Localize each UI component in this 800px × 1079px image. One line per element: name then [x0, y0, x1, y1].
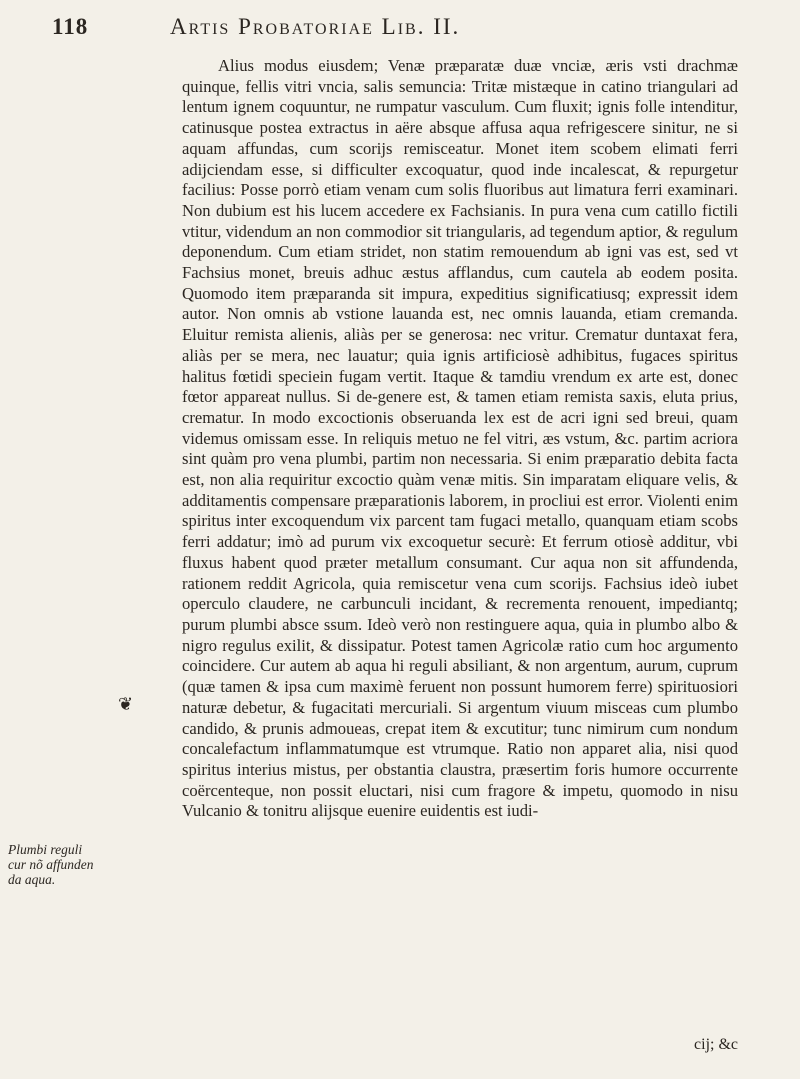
catchword: cij; &c: [694, 1036, 738, 1053]
running-title: Artis Probatoriae Lib. II.: [170, 14, 461, 39]
fleuron-mark: ❦: [118, 694, 134, 714]
running-header: [52, 8, 760, 48]
paragraph: Alius modus eiusdem; Venæ præparatæ duæ vnciæ, æris vsti drachmæ quinque, fellis vitri vncia, salis semuncia: Tritæ mistæque in catino triangulari ad lentum ignem coquuntur, ne rumpatur vasculum. Cum fluxit; ignis folle intenditur, catinusque postea extractus in aëre absque affusa aqua refrigescere sinitur, ne si aquam affundas, cum scorijs remisceatur. Monet item scobem elimati ferri adijciendam esse, si difficulter excoquatur, quod inde incalescat, & repurgetur facilius: Posse porrò etiam venam cum solis fluoribus aut limatura ferri examinari. Non dubium est his lucem accedere ex Fachsianis. In pura vena cum catillo fictili vtitur, videndum an non commodior sit triangularis, ad tegendum aptior, & regulum deponendum. Cum etiam stridet, non statim remouendum ab igni vas est, sed vt Fachsius monet, breuis adhuc æstus afflandus, cum cautela ab eodem posita. Quomodo item præparanda sit impura, expeditius significatiusq; expressit idem autor. Non omnis ab vstione lauanda est, nec omnis lauanda, etiam cremanda. Eluitur remista alienis, aliàs per se generosa: nec vritur. Crematur duntaxat fera, aliàs per se mera, nec lauatur; quia ignis artificiosè adhibitus, fugaces spiritus halitus fœtidi speciein fugam vertit. Itaque & tamdiu vrendum ex arte est, donec fœtor appareat nullus. Si de-genere est, & tamen etiam remista saxis, eluta prius, crematur. In modo excoctionis obseruanda lex est de acri igni sed breui, quam videmus omissam esse. In reliquis metuo ne fel vitri, æs vstum, &c. partim acriora sint quàm pro vena plumbi, partim non necessaria. Si enim præparatio debita facta est, non alia requiritur excoctio quàm venæ mitis. Sin imparatam eliquare velis, & additamentis compensare præparationis laborem, in procliui est error. Violenti enim spiritus inter excoquendum vix parcent tam fugaci metallo, quanquam etiam scobs ferri addatur; imò ad purum vix excoquetur securè: Et ferrum otiosè additur, vbi fluxus habent quod præter metallum consumant. Cur aqua non sit affundenda, rationem reddit Agricola, quia remiscetur vena cum scorijs. Fachsius ideò iubet operculo claudere, ne carbunculi incidant, & recrementa renouent, impediantq; purum plumbi absce ssum. Ideò verò non restinguere aqua, quia in plumbo albo & nigro regulus exilit, & dissipatur. Potest tamen Agricolæ ratio cum hoc argumento coincidere. Cur autem ab aqua hi reguli absiliant, & non argentum, aurum, cuprum (quæ tamen & ipsa cum maximè feruent non possunt humorem ferre) spirituosiori naturæ debetur, & fugacitati mercuriali. Si argentum viuum misceas cum plumbo candido, & prunis admoueas, crepat item & excutitur; tunc nimirum cum nondum concalefactum inflammatumque est vtrumque. Ratio non apparet alia, nisi quod spiritus interius mistus, per obstantia claustra, præsertim foris humore occurrente coërcenteque, non possit eluctari, nisi cum fragore & impetu, quomodo in nisu Vulcanio & tonitru alijsque euenire euidentis est iudi-: [182, 56, 738, 821]
margin-note: Plumbi reguli cur nõ affunden da aqua.: [8, 842, 94, 887]
body-text: [182, 56, 738, 822]
page-number: 118: [52, 14, 89, 39]
